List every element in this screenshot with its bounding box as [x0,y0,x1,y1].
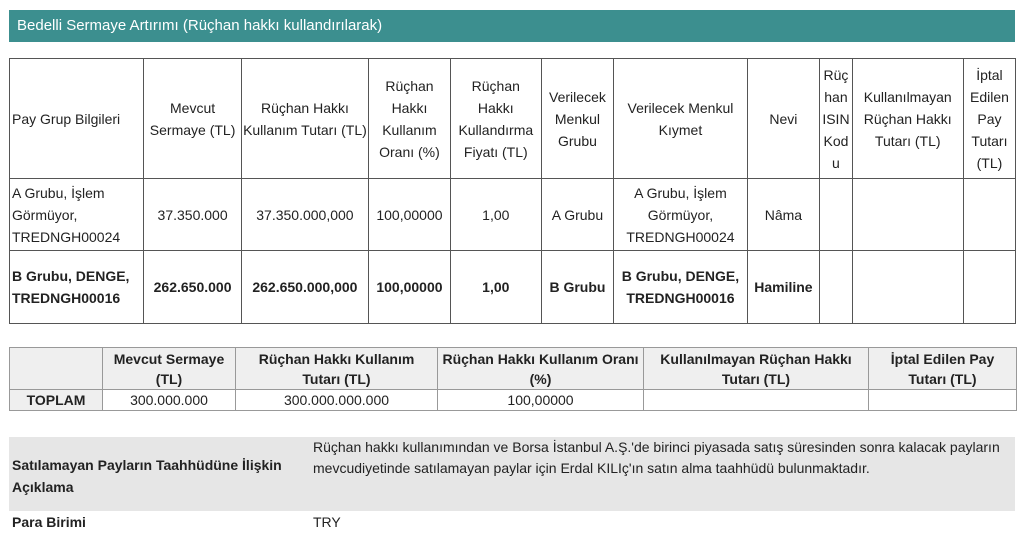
header-cell: İptal Edilen Pay Tutarı (TL) [869,348,1017,390]
note-label: Satılamayan Payların Taahhüdüne İlişkin Açıklama [12,457,282,495]
table-cell [963,251,1015,324]
table-header-row [10,59,1016,179]
header-cell: Nevi [747,59,820,179]
table-cell: 100,00000 [368,179,450,251]
table-cell: 1,00 [451,251,542,324]
capital-increase-table [9,58,1016,324]
table-cell: 262.650.000,000 [241,251,368,324]
table-cell: 100,00000 [368,251,450,324]
currency-label: Para Birimi [12,514,86,530]
table-cell: A Grubu, İşlem Görmüyor, TREDNGH00024 [10,179,144,251]
table-cell: 262.650.000 [144,251,242,324]
note-text: Rüçhan hakkı kullanımından ve Borsa İstanbul A.Ş.'de birinci piyasada satış süresinden sonra kalacak payların mevcudiyetinde satılamayan paylar için Erdal KILIç'ın satın alma taahhüdü bulunmaktadır. [313,439,1000,476]
header-cell: Pay Grup Bilgileri [10,59,144,179]
header-cell: Kullanılmayan Rüçhan Hakkı Tutarı (TL) [644,348,869,390]
header-cell: İptal Edilen Pay Tutarı (TL) [963,59,1015,179]
table-cell [820,251,852,324]
table-cell: B Grubu, DENGE, TREDNGH00016 [10,251,144,324]
totals-label: TOPLAM [10,390,103,411]
header-cell: Verilecek Menkul Kıymet [614,59,747,179]
table-cell: Hamiline [747,251,820,324]
totals-row [10,390,1017,411]
table-cell: 100,00000 [438,390,644,411]
header-cell: Rüçhan Hakkı Kullanım Tutarı (TL) [241,59,368,179]
commitment-note [9,437,1015,511]
header-cell: Kullanılmayan Rüçhan Hakkı Tutarı (TL) [852,59,963,179]
totals-header-row [10,348,1017,390]
table-cell: Nâma [747,179,820,251]
header-cell: Mevcut Sermaye (TL) [103,348,236,390]
table-row [10,251,1016,324]
table-cell [852,179,963,251]
table-cell [852,251,963,324]
header-cell: Mevcut Sermaye (TL) [144,59,242,179]
table-cell: 37.350.000,000 [241,179,368,251]
table-cell: 300.000.000.000 [236,390,438,411]
table-cell [963,179,1015,251]
table-cell: 300.000.000 [103,390,236,411]
table-cell: B Grubu, DENGE, TREDNGH00016 [614,251,747,324]
header-cell: Rüçhan Hakkı Kullandırma Fiyatı (TL) [451,59,542,179]
header-cell [10,348,103,390]
table-cell: 37.350.000 [144,179,242,251]
section-title: Bedelli Sermaye Artırımı (Rüçhan hakkı kullandırılarak) [9,10,1015,42]
table-cell [820,179,852,251]
table-row [10,179,1016,251]
table-cell: B Grubu [541,251,614,324]
table-cell: A Grubu [541,179,614,251]
header-cell: Verilecek Menkul Grubu [541,59,614,179]
header-cell: Rüçhan Hakkı Kullanım Tutarı (TL) [236,348,438,390]
table-cell: 1,00 [451,179,542,251]
table-cell: A Grubu, İşlem Görmüyor, TREDNGH00024 [614,179,747,251]
table-cell [644,390,869,411]
totals-table [9,347,1017,411]
header-cell: Rüçhan Hakkı Kullanım Oranı (%) [368,59,450,179]
header-cell: Rüçhan Hakkı Kullanım Oranı (%) [438,348,644,390]
currency-value: TRY [313,514,341,530]
table-cell [869,390,1017,411]
header-cell: Rüçhan ISIN Kodu [820,59,852,179]
